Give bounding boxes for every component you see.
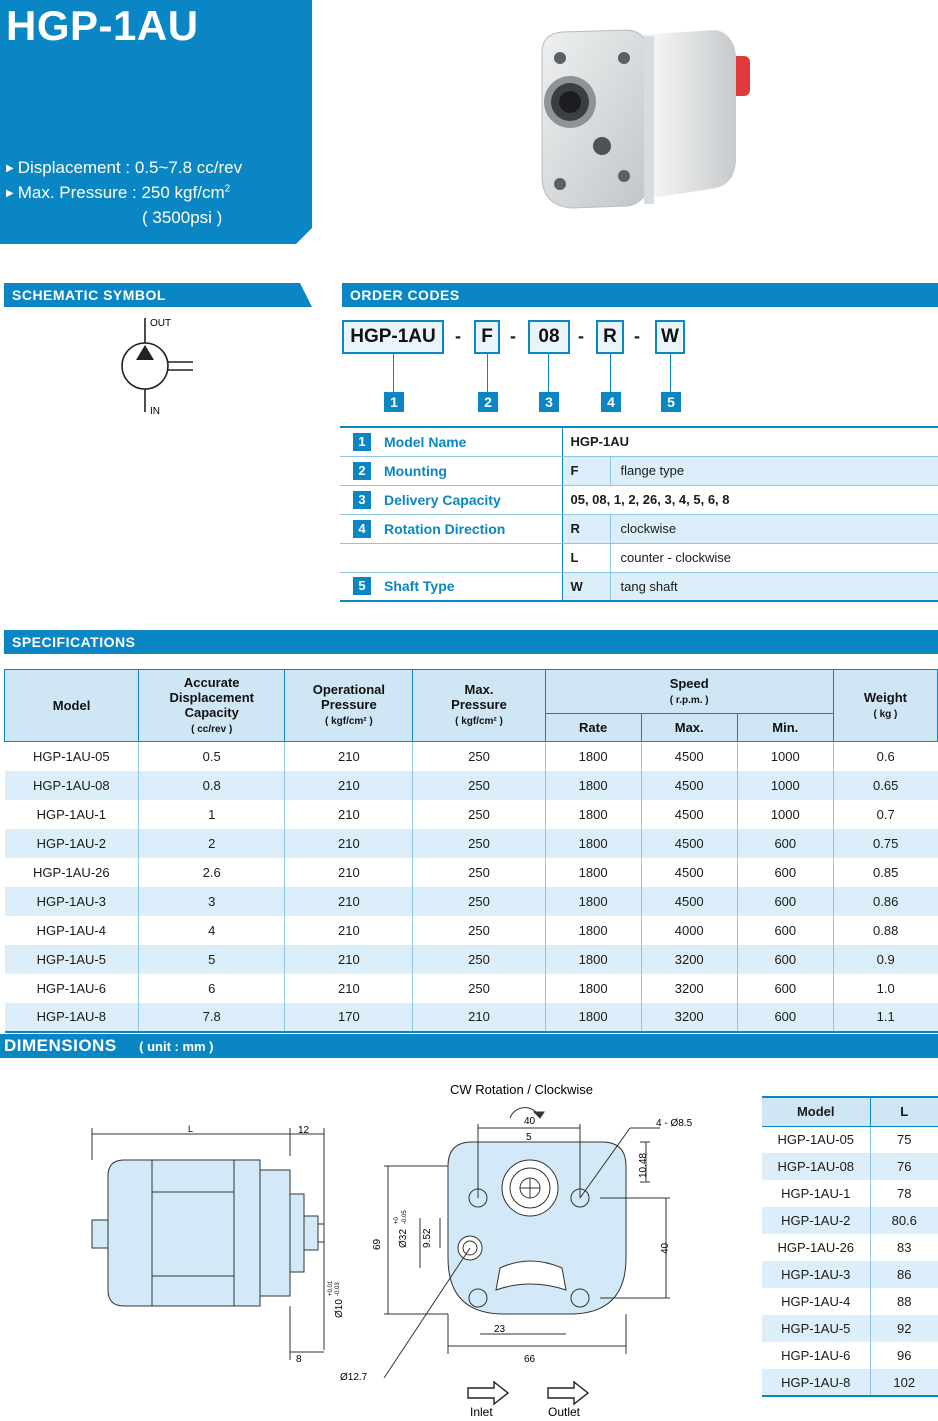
col-weight: Weight ( kg ) bbox=[833, 670, 937, 742]
order-row-model-name bbox=[340, 427, 938, 456]
table-cell: 1800 bbox=[545, 771, 641, 800]
dim-L: L bbox=[188, 1124, 194, 1134]
table-cell: 250 bbox=[413, 742, 545, 771]
col-model: Model bbox=[762, 1097, 870, 1126]
dim-10-48: 10.48 bbox=[638, 1152, 649, 1178]
displacement-spec: ▶ Displacement : 0.5~7.8 cc/rev bbox=[6, 158, 243, 177]
table-cell: 0.86 bbox=[833, 887, 937, 916]
table-cell: 2.6 bbox=[139, 858, 285, 887]
dim-8: 8 bbox=[296, 1354, 302, 1365]
table-cell: 1.1 bbox=[833, 1003, 937, 1032]
table-cell: 80.6 bbox=[870, 1207, 938, 1234]
table-cell: HGP-1AU-6 bbox=[5, 974, 139, 1003]
table-cell: 250 bbox=[413, 916, 545, 945]
header-panel bbox=[0, 0, 312, 244]
dim-12: 12 bbox=[298, 1125, 310, 1136]
table-cell: HGP-1AU-5 bbox=[5, 945, 139, 974]
table-cell: 1800 bbox=[545, 945, 641, 974]
code-rotation: R bbox=[596, 320, 624, 354]
table-cell: 250 bbox=[413, 771, 545, 800]
dimensions-body bbox=[762, 1126, 938, 1396]
code-separator: - bbox=[634, 326, 640, 346]
table-cell: 1800 bbox=[545, 829, 641, 858]
spec-table-row bbox=[5, 858, 938, 887]
table-cell: HGP-1AU-3 bbox=[5, 887, 139, 916]
side-view-drawing bbox=[80, 1120, 345, 1380]
table-cell: HGP-1AU-3 bbox=[762, 1261, 870, 1288]
code-shaft: W bbox=[655, 320, 685, 354]
row-number-badge: 2 bbox=[353, 462, 371, 480]
specifications-header: SPECIFICATIONS bbox=[4, 630, 938, 654]
dim-69: 69 bbox=[372, 1238, 383, 1250]
table-cell: 1000 bbox=[737, 742, 833, 771]
spec-table-row bbox=[5, 1003, 938, 1032]
col-operational-pressure: Operational Pressure ( kgf/cm² ) bbox=[285, 670, 413, 742]
table-cell: 0.8 bbox=[139, 771, 285, 800]
table-cell: HGP-1AU-08 bbox=[762, 1153, 870, 1180]
table-cell: 83 bbox=[897, 1240, 912, 1255]
table-cell: HGP-1AU-6 bbox=[762, 1342, 870, 1369]
dim-66: 66 bbox=[524, 1354, 536, 1365]
code-number: 1 bbox=[384, 392, 404, 412]
order-label: Model Name bbox=[384, 427, 562, 456]
spec-table-row bbox=[5, 800, 938, 829]
table-cell: 76 bbox=[870, 1153, 938, 1180]
front-view-drawing bbox=[340, 1078, 720, 1421]
table-cell: 88 bbox=[897, 1294, 912, 1309]
table-cell: 6 bbox=[139, 974, 285, 1003]
bullet-icon: ▶ bbox=[6, 188, 14, 199]
specifications-body bbox=[5, 742, 938, 1032]
table-cell: 210 bbox=[285, 887, 413, 916]
table-cell: 600 bbox=[737, 945, 833, 974]
col-L: L bbox=[870, 1097, 938, 1126]
spec-table-row bbox=[5, 829, 938, 858]
order-row-rotation-direction bbox=[340, 514, 938, 543]
dim-table-row bbox=[762, 1315, 938, 1342]
row-number-badge: 1 bbox=[353, 433, 371, 451]
table-cell: 2 bbox=[139, 829, 285, 858]
dim-table-row bbox=[762, 1126, 938, 1153]
table-cell: 5 bbox=[139, 945, 285, 974]
table-cell: 78 bbox=[897, 1186, 912, 1201]
col-displacement: Accurate Displacement Capacity ( cc/rev ) bbox=[139, 670, 285, 742]
order-row-mounting bbox=[340, 456, 938, 485]
schematic-in-label: IN bbox=[150, 406, 160, 417]
dim-23: 23 bbox=[494, 1324, 506, 1335]
table-cell: 250 bbox=[413, 974, 545, 1003]
order-label: Rotation Direction bbox=[384, 514, 562, 543]
table-cell: 250 bbox=[413, 858, 545, 887]
dim-shaft-tol-hi: +0.01 bbox=[328, 1280, 334, 1296]
order-label: Mounting bbox=[384, 456, 562, 485]
dim-32-tol-lo: -0.05 bbox=[402, 1210, 408, 1224]
corner-fold bbox=[295, 227, 313, 245]
table-cell: 0.6 bbox=[876, 748, 895, 764]
table-cell: 600 bbox=[737, 887, 833, 916]
order-label: Shaft Type bbox=[384, 572, 562, 601]
table-cell: 4500 bbox=[641, 742, 737, 771]
code-separator: - bbox=[510, 326, 516, 346]
code-mounting: F bbox=[474, 320, 500, 354]
table-cell: 4500 bbox=[641, 771, 737, 800]
psi-value: ( 3500psi ) bbox=[142, 208, 223, 227]
table-cell: 1800 bbox=[545, 800, 641, 829]
table-cell: 0.75 bbox=[833, 829, 937, 858]
table-cell: HGP-1AU-8 bbox=[5, 1003, 139, 1032]
table-cell: 3200 bbox=[641, 945, 737, 974]
table-cell: 4500 bbox=[641, 800, 737, 829]
table-cell: HGP-1AU-5 bbox=[762, 1315, 870, 1342]
outlet-label: Outlet bbox=[548, 1405, 581, 1419]
order-label: Delivery Capacity bbox=[384, 485, 562, 514]
table-cell: 210 bbox=[285, 800, 413, 829]
dim-table-row bbox=[762, 1180, 938, 1207]
order-row-rotation-direction-ccw bbox=[340, 543, 938, 572]
max-pressure-spec: ▶ Max. Pressure : 250 kgf/$cm^2$ bbox=[6, 183, 231, 202]
code-connector bbox=[548, 354, 549, 392]
table-cell: HGP-1AU-08 bbox=[5, 771, 139, 800]
bullet-icon: ▶ bbox=[6, 163, 14, 174]
table-cell: 170 bbox=[285, 1003, 413, 1032]
order-codes-table bbox=[340, 426, 938, 602]
dim-32: Ø32 bbox=[398, 1229, 409, 1248]
spec-table-row bbox=[5, 887, 938, 916]
table-cell: HGP-1AU-05 bbox=[5, 742, 139, 771]
dim-40-right: 40 bbox=[660, 1242, 671, 1254]
table-cell: 600 bbox=[737, 1003, 833, 1032]
inlet-label: Inlet bbox=[470, 1405, 493, 1419]
col-max-pressure: Max. Pressure ( kgf/cm² ) bbox=[413, 670, 545, 742]
code-number: 3 bbox=[539, 392, 559, 412]
table-cell: 1800 bbox=[545, 858, 641, 887]
table-cell: HGP-1AU-4 bbox=[762, 1288, 870, 1315]
table-cell: 0.5 bbox=[139, 742, 285, 771]
table-cell: 600 bbox=[737, 829, 833, 858]
spec-table-row bbox=[5, 916, 938, 945]
spec-table-row bbox=[5, 742, 938, 771]
row-number-badge: 3 bbox=[353, 491, 371, 509]
table-cell: 0.9 bbox=[833, 945, 937, 974]
table-cell: 4000 bbox=[641, 916, 737, 945]
table-cell: 102 bbox=[870, 1369, 938, 1396]
table-cell: 96 bbox=[897, 1348, 912, 1363]
table-cell: 4 bbox=[139, 916, 285, 945]
spec-table-row bbox=[5, 974, 938, 1003]
table-cell: HGP-1AU-1 bbox=[5, 800, 139, 829]
col-speed: Speed ( r.p.m. ) bbox=[545, 670, 833, 714]
dim-5: 5 bbox=[526, 1132, 532, 1143]
spec-table-row bbox=[5, 945, 938, 974]
code-connector bbox=[610, 354, 611, 392]
table-cell: 250 bbox=[413, 887, 545, 916]
schematic-symbol-header: SCHEMATIC SYMBOL bbox=[4, 283, 312, 307]
table-cell: 86 bbox=[870, 1261, 938, 1288]
order-value: 05, 08, 1, 2, 26, 3, 4, 5, 6, 8 bbox=[562, 485, 938, 514]
order-desc: flange type bbox=[610, 456, 938, 485]
order-code: R bbox=[562, 514, 610, 543]
table-cell: 1800 bbox=[545, 916, 641, 945]
code-capacity: 08 bbox=[528, 320, 570, 354]
table-cell: 600 bbox=[737, 858, 833, 887]
table-cell: HGP-1AU-4 bbox=[5, 916, 139, 945]
table-cell: 210 bbox=[285, 858, 413, 887]
order-code: L bbox=[562, 543, 610, 572]
table-cell: 1800 bbox=[545, 887, 641, 916]
dim-shaft-tol-lo: -0.03 bbox=[335, 1282, 341, 1296]
table-cell: 1800 bbox=[545, 974, 641, 1003]
table-cell: 1000 bbox=[737, 771, 833, 800]
table-cell: 7.8 bbox=[139, 1003, 285, 1032]
table-cell: 75 bbox=[897, 1132, 912, 1148]
pump-photo bbox=[520, 16, 756, 216]
table-cell: 210 bbox=[285, 771, 413, 800]
outlet-arrow-icon bbox=[548, 1382, 588, 1404]
dim-table-row bbox=[762, 1234, 938, 1261]
dim-port: Ø12.7 bbox=[340, 1372, 368, 1383]
order-row-delivery-capacity bbox=[340, 485, 938, 514]
dim-40-top: 40 bbox=[524, 1116, 536, 1127]
dim-table-row bbox=[762, 1153, 938, 1180]
table-cell: 210 bbox=[285, 829, 413, 858]
dimensions-header: DIMENSIONS ( unit : mm ) bbox=[0, 1034, 938, 1058]
code-separator: - bbox=[578, 326, 584, 346]
dim-32-tol-hi: +0 bbox=[394, 1217, 400, 1224]
table-cell: HGP-1AU-1 bbox=[762, 1180, 870, 1207]
order-desc: clockwise bbox=[610, 514, 938, 543]
rotation-label: CW Rotation / Clockwise bbox=[450, 1082, 594, 1097]
row-number-badge: 5 bbox=[353, 577, 371, 595]
table-cell: 4500 bbox=[641, 829, 737, 858]
table-cell: HGP-1AU-05 bbox=[762, 1126, 870, 1153]
table-cell: 3200 bbox=[641, 974, 737, 1003]
order-codes-header: ORDER CODES bbox=[342, 283, 938, 307]
code-number: 4 bbox=[601, 392, 621, 412]
schematic-symbol bbox=[100, 312, 210, 422]
col-model: Model bbox=[5, 670, 139, 742]
code-connector bbox=[393, 354, 394, 392]
table-cell: 92 bbox=[870, 1315, 938, 1342]
col-speed-max: Max. bbox=[641, 714, 737, 742]
table-cell: 1 bbox=[139, 800, 285, 829]
order-code: W bbox=[562, 572, 610, 601]
row-number-badge: 4 bbox=[353, 520, 371, 538]
col-speed-min: Min. bbox=[737, 714, 833, 742]
table-cell: 1.0 bbox=[876, 980, 895, 996]
table-cell: 210 bbox=[413, 1003, 545, 1032]
specifications-table bbox=[4, 669, 938, 1033]
table-cell: 4500 bbox=[641, 858, 737, 887]
dim-table-row bbox=[762, 1261, 938, 1288]
table-cell: HGP-1AU-2 bbox=[762, 1207, 870, 1234]
table-cell: 0.65 bbox=[833, 771, 937, 800]
table-cell: 210 bbox=[285, 742, 413, 771]
table-cell: 600 bbox=[737, 916, 833, 945]
table-cell: 4500 bbox=[641, 887, 737, 916]
code-connector bbox=[487, 354, 488, 392]
dimensions-table bbox=[762, 1096, 938, 1397]
table-cell: 1000 bbox=[737, 800, 833, 829]
code-separator: - bbox=[455, 326, 461, 346]
table-cell: 250 bbox=[413, 800, 545, 829]
code-connector bbox=[670, 354, 671, 392]
table-cell: 210 bbox=[285, 974, 413, 1003]
order-desc: counter - clockwise bbox=[610, 543, 938, 572]
dim-table-row bbox=[762, 1369, 938, 1396]
dim-9-52: 9.52 bbox=[422, 1228, 433, 1248]
order-value: HGP-1AU bbox=[562, 427, 938, 456]
dim-shaft-diameter: Ø10 bbox=[334, 1299, 345, 1318]
table-cell: 1800 bbox=[545, 742, 641, 771]
inlet-arrow-icon bbox=[468, 1382, 508, 1404]
dim-table-row bbox=[762, 1207, 938, 1234]
product-title: HGP-1AU bbox=[6, 2, 199, 49]
table-cell: 250 bbox=[413, 829, 545, 858]
table-cell: 3 bbox=[139, 887, 285, 916]
code-model: HGP-1AU bbox=[342, 320, 444, 354]
table-cell: 210 bbox=[285, 916, 413, 945]
table-cell: HGP-1AU-26 bbox=[762, 1234, 870, 1261]
col-speed-rate: Rate bbox=[545, 714, 641, 742]
table-cell: HGP-1AU-26 bbox=[5, 858, 139, 887]
dim-table-row bbox=[762, 1288, 938, 1315]
code-number: 5 bbox=[661, 392, 681, 412]
spec-table-row bbox=[5, 771, 938, 800]
table-cell: 250 bbox=[413, 945, 545, 974]
table-cell: 3200 bbox=[641, 1003, 737, 1032]
order-desc: tang shaft bbox=[610, 572, 938, 601]
order-code: F bbox=[562, 456, 610, 485]
dim-holes: 4 - Ø8.5 bbox=[656, 1118, 693, 1129]
schematic-out-label: OUT bbox=[150, 318, 172, 329]
dim-table-row bbox=[762, 1342, 938, 1369]
table-cell: 0.85 bbox=[873, 864, 899, 880]
table-cell: 210 bbox=[285, 945, 413, 974]
table-cell: HGP-1AU-2 bbox=[5, 829, 139, 858]
table-cell: 600 bbox=[737, 974, 833, 1003]
table-cell: 1800 bbox=[545, 1003, 641, 1032]
code-number: 2 bbox=[478, 392, 498, 412]
table-cell: HGP-1AU-8 bbox=[762, 1369, 870, 1396]
table-cell: 0.88 bbox=[873, 922, 899, 938]
order-row-shaft-type bbox=[340, 572, 938, 601]
table-cell: 0.7 bbox=[876, 806, 895, 822]
